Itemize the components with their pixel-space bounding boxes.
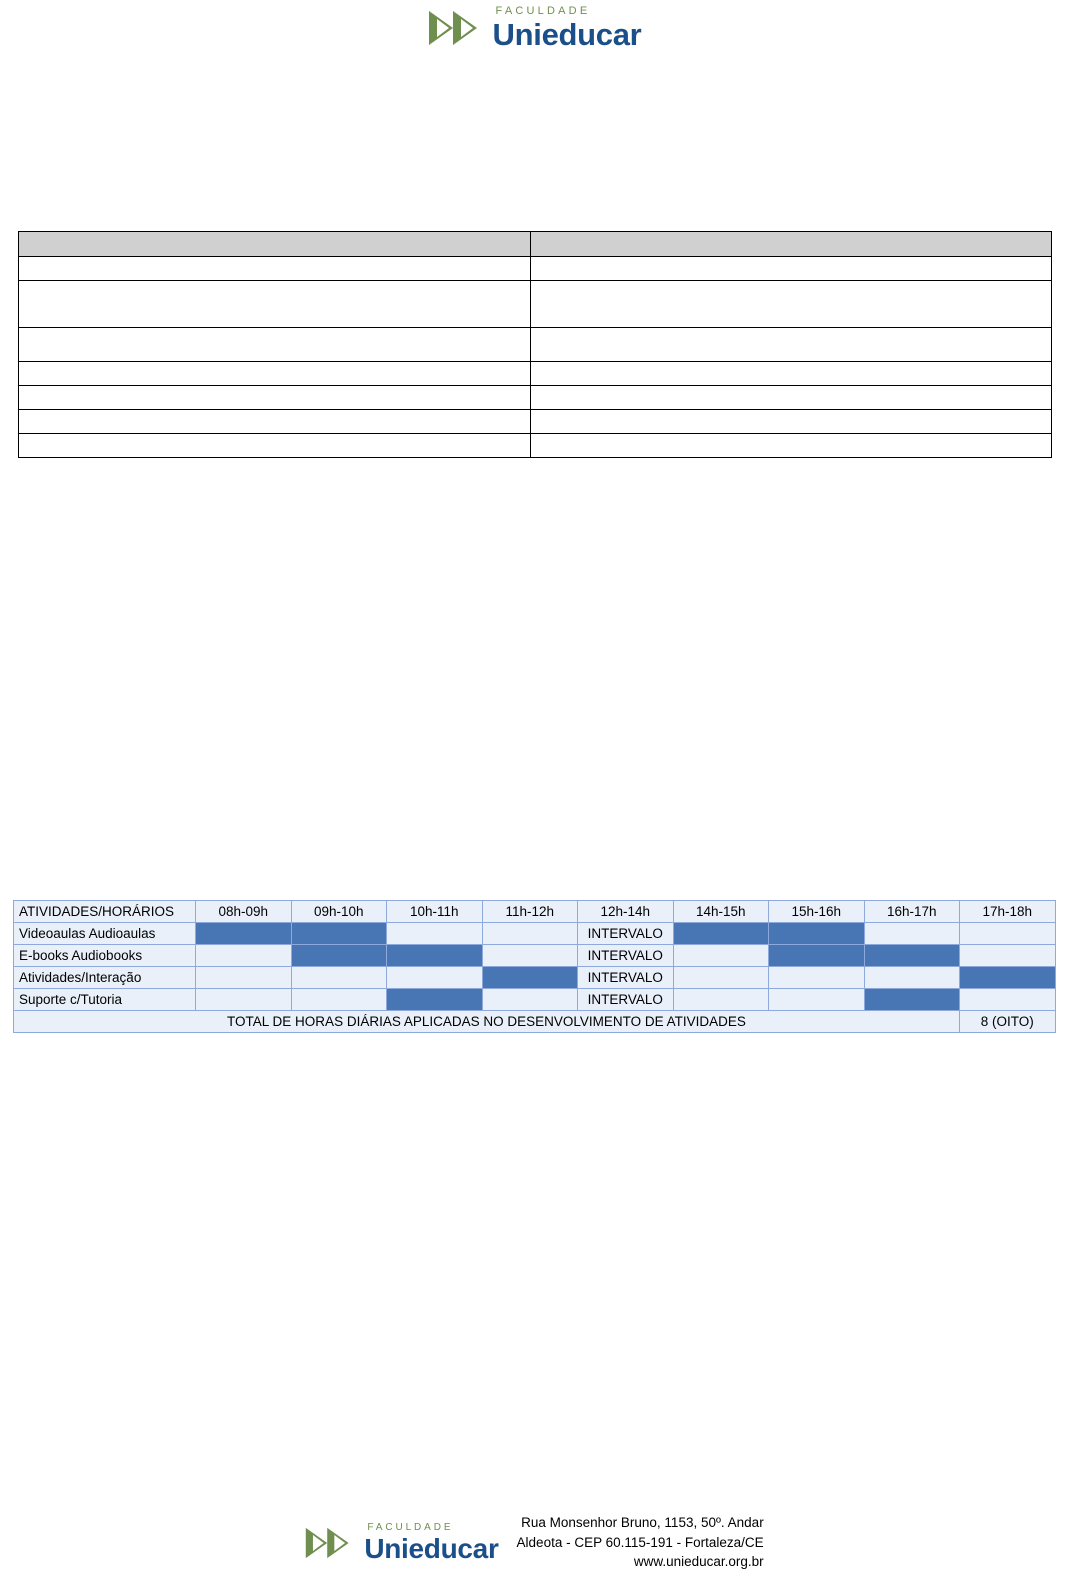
schedule-cell-empty [769, 967, 865, 989]
table-row [19, 410, 1052, 434]
table-row [19, 281, 1052, 328]
schedule-total-row [14, 1011, 1056, 1033]
address-line-2: Aldeota - CEP 60.115-191 - Fortaleza/CE [516, 1534, 764, 1550]
address-line-3: www.unieducar.org.br [633, 1554, 764, 1570]
column-header-hour: 14h-15h [673, 901, 769, 923]
column-header-hour: 12h-14h [578, 901, 674, 923]
table-cell [19, 281, 531, 328]
table-cell [531, 434, 1052, 458]
activity-label: Videoaulas Audioaulas [14, 923, 196, 945]
brand-text [493, 6, 642, 50]
schedule-cell-filled [769, 945, 865, 967]
table-cell [531, 362, 1052, 386]
schedule-cell-empty [196, 945, 292, 967]
schedule-cell-interval: INTERVALO [578, 923, 674, 945]
schedule-cell-empty [864, 923, 960, 945]
brand-logo [427, 6, 642, 50]
header-logo [0, 6, 1068, 50]
table-row [19, 362, 1052, 386]
schedule-cell-filled [387, 989, 483, 1011]
table-cell [19, 434, 531, 458]
schedule-cell-filled [291, 923, 387, 945]
total-value: 8 (OITO) [960, 1011, 1056, 1033]
table-cell [19, 257, 531, 281]
table-row [19, 328, 1052, 362]
schedule-cell-empty [960, 945, 1056, 967]
schedule-cell-empty [960, 989, 1056, 1011]
activity-label: Suporte c/Tutoria [14, 989, 196, 1011]
footer [0, 1513, 1068, 1572]
table-cell [19, 328, 531, 362]
column-header-hour: 08h-09h [196, 901, 292, 923]
table-cell [19, 410, 531, 434]
table-cell [19, 362, 531, 386]
brand-name: Unieducar [364, 1532, 499, 1564]
column-header-activities: ATIVIDADES/HORÁRIOS [14, 901, 196, 923]
table-cell [531, 328, 1052, 362]
schedule-cell-empty [482, 945, 578, 967]
schedule-cell-empty [864, 967, 960, 989]
address-line-1: Rua Monsenhor Bruno, 1153, 50º. Andar [521, 1515, 764, 1531]
schedule-table [13, 900, 1056, 1033]
schedule-header-row [14, 901, 1056, 923]
schedule-cell-empty [196, 967, 292, 989]
table-row [14, 945, 1056, 967]
table-row [19, 257, 1052, 281]
brand-eyebrow: FACULDADE [367, 1521, 454, 1533]
column-header-hour: 17h-18h [960, 901, 1056, 923]
brand-name: Unieducar [492, 17, 642, 52]
schedule-cell-empty [673, 989, 769, 1011]
schedule-cell-filled [291, 945, 387, 967]
column-header-hour: 10h-11h [387, 901, 483, 923]
schedule-cell-filled [960, 967, 1056, 989]
table-cell [19, 232, 531, 257]
table-cell [531, 232, 1052, 257]
schedule-cell-interval: INTERVALO [578, 967, 674, 989]
schedule-cell-empty [482, 989, 578, 1011]
schedule-cell-empty [769, 989, 865, 1011]
schedule-cell-empty [673, 967, 769, 989]
column-header-hour: 09h-10h [291, 901, 387, 923]
schedule-cell-empty [387, 923, 483, 945]
schedule-cell-interval: INTERVALO [578, 989, 674, 1011]
brand-eyebrow: FACULDADE [495, 5, 591, 17]
table-cell [531, 281, 1052, 328]
schedule-cell-filled [864, 989, 960, 1011]
activity-label: E-books Audiobooks [14, 945, 196, 967]
schedule-table-wrapper [13, 900, 1055, 1033]
activity-label: Atividades/Interação [14, 967, 196, 989]
schedule-cell-filled [196, 923, 292, 945]
footer-logo [304, 1523, 498, 1563]
schedule-cell-empty [387, 967, 483, 989]
column-header-hour: 16h-17h [864, 901, 960, 923]
schedule-cell-empty [960, 923, 1056, 945]
table-row [14, 967, 1056, 989]
table-row [19, 386, 1052, 410]
schedule-cell-filled [769, 923, 865, 945]
table-row [14, 989, 1056, 1011]
schedule-cell-empty [673, 945, 769, 967]
table-cell [19, 386, 531, 410]
double-chevron-logo-icon [304, 1525, 354, 1561]
schedule-cell-empty [482, 923, 578, 945]
double-chevron-logo-icon [427, 8, 483, 48]
column-header-hour: 11h-12h [482, 901, 578, 923]
top-blank-table [18, 231, 1052, 458]
table-row [19, 232, 1052, 257]
schedule-cell-empty [291, 967, 387, 989]
schedule-cell-empty [196, 989, 292, 1011]
table-row [14, 923, 1056, 945]
schedule-cell-filled [864, 945, 960, 967]
footer-address [517, 1513, 764, 1572]
table-cell [531, 257, 1052, 281]
column-header-hour: 15h-16h [769, 901, 865, 923]
total-label: TOTAL DE HORAS DIÁRIAS APLICADAS NO DESENVOLVIMENTO DE ATIVIDADES [14, 1011, 960, 1033]
schedule-cell-filled [482, 967, 578, 989]
table-row [19, 434, 1052, 458]
table-cell [531, 410, 1052, 434]
schedule-cell-interval: INTERVALO [578, 945, 674, 967]
schedule-cell-filled [673, 923, 769, 945]
table-cell [531, 386, 1052, 410]
footer-brand-text [364, 1523, 498, 1563]
schedule-cell-empty [291, 989, 387, 1011]
schedule-cell-filled [387, 945, 483, 967]
